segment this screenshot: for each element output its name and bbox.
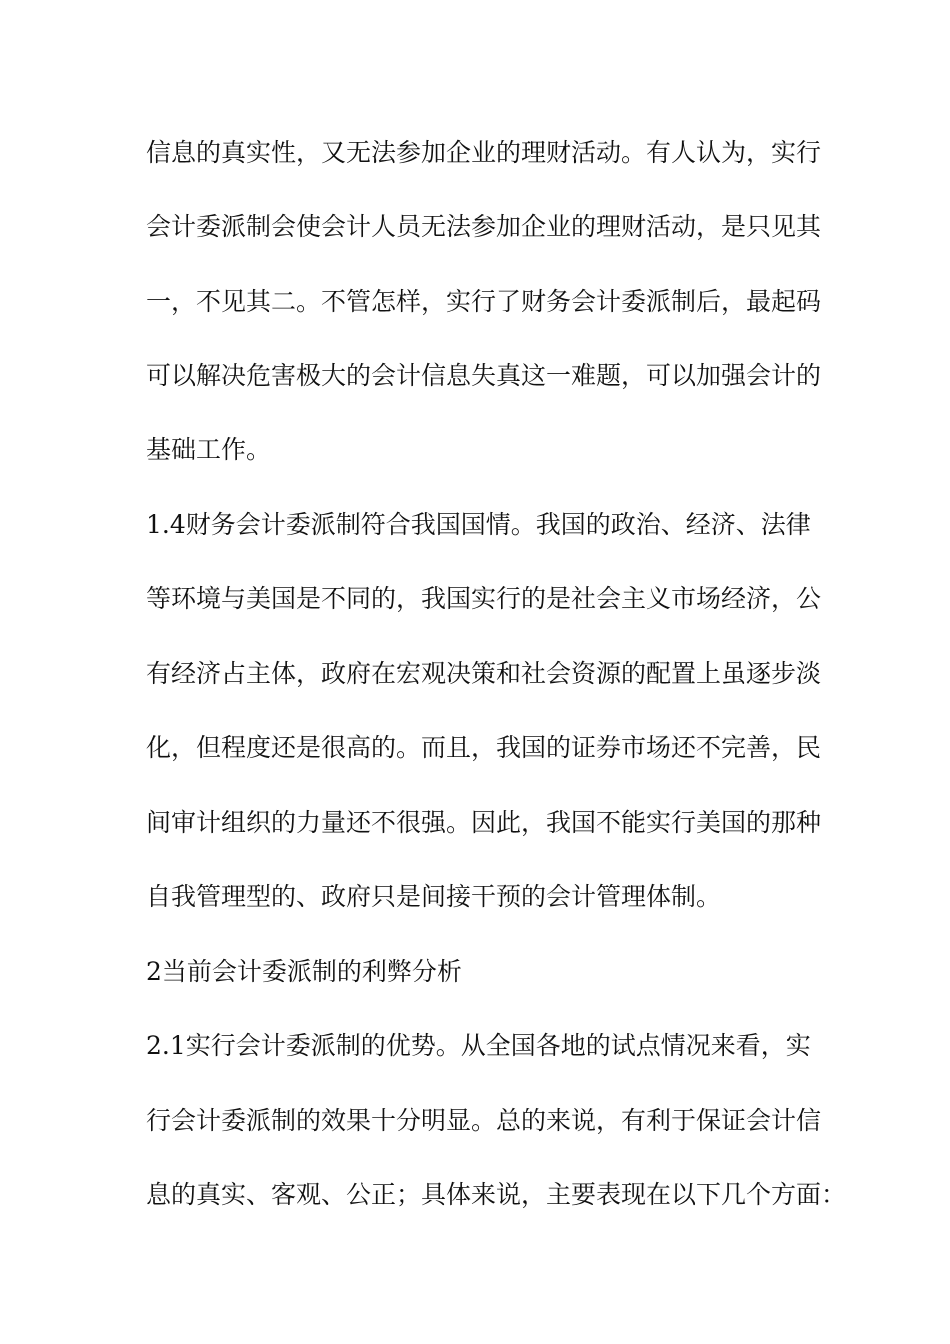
text-line: 2.1实行会计委派制的优势。从全国各地的试点情况来看，实 xyxy=(146,1031,811,1060)
text-line: 会计委派制会使会计人员无法参加企业的理财活动，是只见其 xyxy=(146,212,822,241)
text-line: 自我管理型的、政府只是间接干预的会计管理体制。 xyxy=(146,882,722,911)
text-line: 信息的真实性，又无法参加企业的理财活动。有人认为，实行 xyxy=(146,138,822,167)
text-line: 1.4财务会计委派制符合我国国情。我国的政治、经济、法律 xyxy=(146,510,811,539)
text-line: 等环境与美国是不同的，我国实行的是社会主义市场经济，公 xyxy=(146,584,822,613)
text-line: 基础工作。 xyxy=(146,435,272,464)
text-line: 可以解决危害极大的会计信息失真这一难题，可以加强会计的 xyxy=(146,361,822,390)
text-line: 一，不见其二。不管怎样，实行了财务会计委派制后，最起码 xyxy=(146,287,822,316)
text-line: 化，但程度还是很高的。而且，我国的证券市场还不完善，民 xyxy=(146,733,822,762)
text-line: 有经济占主体，政府在宏观决策和社会资源的配置上虽逐步淡 xyxy=(146,659,822,688)
text-line: 行会计委派制的效果十分明显。总的来说，有利于保证会计信 xyxy=(146,1106,822,1135)
section-heading: 2当前会计委派制的利弊分析 xyxy=(146,957,462,986)
text-line: 息的真实、客观、公正；具体来说，主要表现在以下几个方面： xyxy=(146,1180,847,1209)
text-line: 间审计组织的力量还不很强。因此，我国不能实行美国的那种 xyxy=(146,808,822,837)
